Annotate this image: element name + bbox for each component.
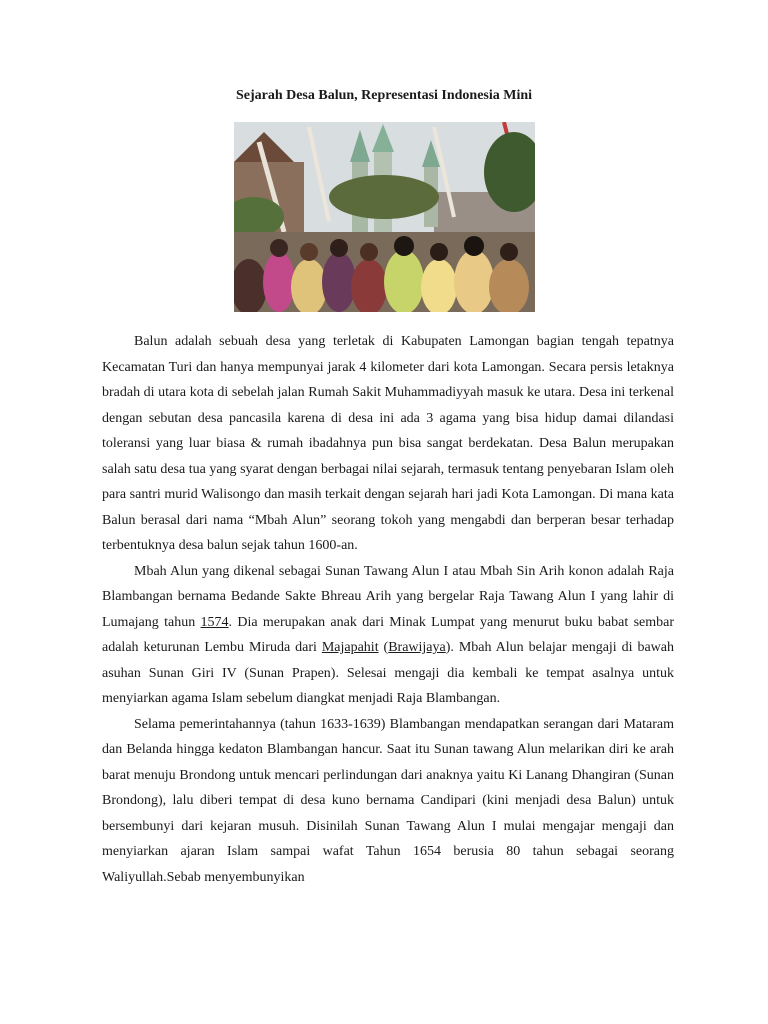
paragraph-text: Selama pemerintahannya (tahun 1633-1639) Blambangan mendapatkan serangan dari Mataram dan Belanda hingga kedaton Blambangan hancur. Saat itu Sunan tawang Alun melarikan diri ke arah barat menuju Brondong untuk mencari perlindungan dari anaknya yaitu Ki Lanang Dhangiran (Sunan Brondong), lalu diberi tempat di desa kuno bernama Candipari (kini menjadi desa Balun) untuk bersembunyi dari kejaran musuh. Disinilah Sunan Tawang Alun I mulai mengajar mengaji dan menyiarkan ajaran Islam sampai wafat Tahun 1654 berusia 80 tahun sebagai seorang Waliyullah.Sebab menyembunyikan	[102, 716, 674, 885]
paragraph	[102, 559, 674, 712]
paragraph-text: (	[378, 640, 389, 655]
paragraph-text: Balun adalah sebuah desa yang terletak di Kabupaten Lamongan bagian tengah tepatnya Kecamatan Turi dan hanya mempunyai jarak 4 kilometer dari kota Lamongan. Secara persis letaknya bradah di utara kota di sebelah jalan Rumah Sakit Muhammadiyyah masuk ke utara. Desa ini terkenal dengan sebutan desa pancasila karena di desa ini ada 3 agama yang bisa hidup damai dilandasi toleransi yang luar biasa & rumah ibadahnya pun bisa sangat berdekatan. Desa Balun merupakan salah satu desa tua yang syarat dengan berbagai nilai sejarah, termasuk tentang penyebaran Islam oleh para santri murid Walisongo dan masih terkait dengan sejarah hari jadi Kota Lamongan. Di mana kata Balun berasal dari nama “Mbah Alun” seorang tokoh yang mengabdi dan berperan besar terhadap terbentuknya desa balun sejak tahun 1600-an.	[102, 334, 674, 553]
paragraph	[102, 712, 674, 891]
temple-festival-photo	[234, 122, 535, 312]
inline-link[interactable]: Brawijaya	[388, 640, 446, 655]
paragraph-text: . Dia merupakan anak dari Minak Lumpat yang menurut buku babat sembar adalah keturunan Lembu Miruda dari	[102, 614, 674, 655]
document-title: Sejarah Desa Balun, Representasi Indonesia Mini	[235, 88, 533, 103]
paragraph-text: Mbah Alun yang dikenal sebagai Sunan Tawang Alun I atau Mbah Sin Arih konon adalah Raja Blambangan bernama Bedande Sakte Bhreau Arih yang bergelar Raja Tawang Alun I yang lahir di Lumajang tahun	[102, 563, 674, 630]
paragraph	[102, 329, 674, 559]
inline-link[interactable]: Majapahit	[321, 640, 379, 655]
inline-link[interactable]: 1574	[200, 614, 229, 630]
paragraph-text: ). Mbah Alun belajar mengaji di bawah asuhan Sunan Giri IV (Sunan Prapen). Selesai mengaji dia kembali ke tempat asalnya untuk menyiarkan agama Islam sebelum diangkat menjadi Raja Blambangan.	[102, 640, 674, 706]
article-body	[102, 329, 674, 890]
